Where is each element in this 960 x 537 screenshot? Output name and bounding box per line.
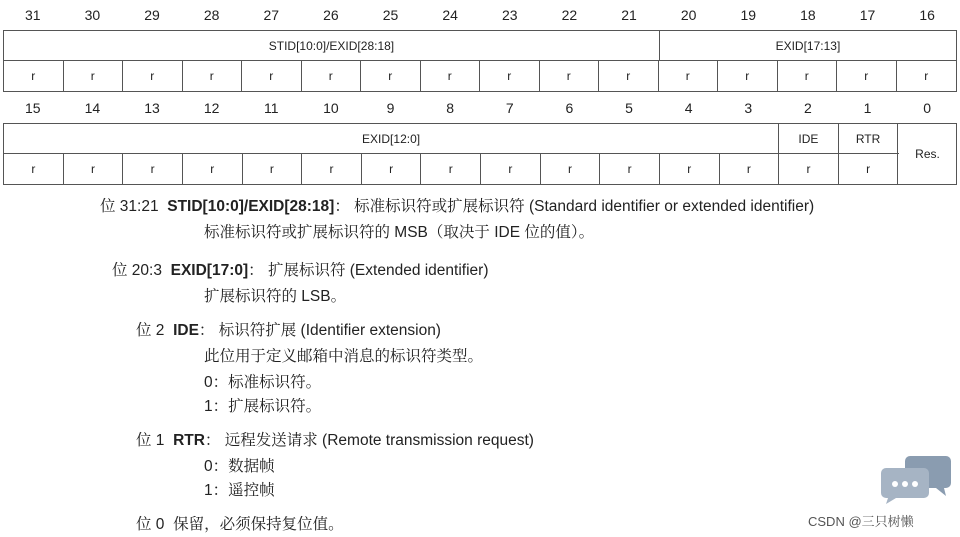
access-cell: r [302, 61, 362, 91]
bit-number: 0 [923, 100, 932, 116]
bit-number: 31 [25, 7, 41, 23]
bit-number: 27 [263, 7, 280, 23]
access-cell: r [659, 61, 719, 91]
bit-position: 位 0 [136, 516, 165, 533]
bit-number: 24 [442, 7, 458, 23]
access-cell: r [123, 61, 183, 91]
bit-number: 22 [561, 7, 578, 23]
desc-line: 扩展标识符的 LSB。 [204, 288, 347, 305]
access-cell: r [778, 61, 838, 91]
bit-position: 位 20:3 [112, 262, 162, 279]
desc-line: 标准标识符或扩展标识符的 MSB（取决于 IDE 位的值）。 [204, 224, 595, 241]
field-title: 标准标识符或扩展标识符 (Standard identifier or extended identifier) [354, 198, 815, 215]
access-cell: r [660, 154, 720, 184]
field-row-high [4, 31, 956, 61]
desc-bits-31-21 [100, 194, 814, 216]
access-cell: r [243, 154, 303, 184]
access-cell: r [718, 61, 778, 91]
access-cell: r [123, 154, 183, 184]
bit-number: 19 [740, 7, 757, 23]
desc-bits-20-3 [112, 258, 489, 280]
access-cell: r [779, 154, 839, 184]
desc-line: 0：标准标识符。 [204, 374, 322, 391]
bit-number: 9 [386, 100, 395, 116]
chat-bubble-icon[interactable] [880, 452, 952, 504]
bit-number: 1 [863, 100, 872, 116]
bit-number: 18 [800, 7, 816, 23]
field-title: 标识符扩展 (Identifier extension) [218, 322, 441, 339]
bit-number: 28 [203, 7, 220, 23]
field-rtr: RTR [839, 124, 899, 153]
field-title: 远程发送请求 (Remote transmission request) [224, 432, 534, 449]
access-cell: r [837, 61, 897, 91]
access-cell: r [421, 154, 481, 184]
access-cell: r [540, 61, 600, 91]
bit-number: 30 [84, 7, 101, 23]
field-stid-exid-28-18: STID[10:0]/EXID[28:18] [4, 31, 660, 60]
field-ide: IDE [779, 124, 839, 153]
bit-number: 21 [621, 7, 637, 23]
field-name: EXID[17:0] [170, 262, 249, 279]
bit-number: 8 [446, 100, 455, 116]
bit-number: 2 [804, 100, 812, 116]
access-cell: r [4, 61, 64, 91]
bit-number: 3 [744, 100, 753, 116]
access-cell: r [541, 154, 601, 184]
access-cell: r [242, 61, 302, 91]
bit-numbers-low [3, 93, 957, 123]
access-cell: r [302, 154, 362, 184]
csdn-watermark: CSDN @三只树懒 [808, 514, 914, 529]
register-grid-high [3, 30, 957, 92]
bit-number: 12 [203, 100, 220, 116]
bit-number: 4 [684, 100, 693, 116]
access-cell: r [361, 61, 421, 91]
field-exid-12-0: EXID[12:0] [4, 124, 779, 153]
bit-number: 25 [382, 7, 399, 23]
access-cell: r [599, 61, 659, 91]
bit-number: 29 [144, 7, 160, 23]
access-cell: r [480, 61, 540, 91]
access-cell: r [481, 154, 541, 184]
desc-line: 1：扩展标识符。 [204, 398, 322, 415]
access-cell: r [4, 154, 64, 184]
field-exid-17-13: EXID[17:13] [775, 38, 841, 53]
access-cell: r [64, 61, 124, 91]
access-row-high [4, 61, 956, 91]
field-title: 保留，必须保持复位值。 [173, 516, 344, 533]
desc-line: 此位用于定义邮箱中消息的标识符类型。 [204, 348, 484, 365]
bit-number: 6 [565, 100, 574, 116]
bit-number: 15 [25, 100, 41, 116]
chat-bubble-icon-graphic [880, 452, 952, 504]
access-cell: r [183, 61, 243, 91]
access-cell: r [720, 154, 780, 184]
desc-bit-0 [136, 512, 344, 534]
bit-position: 位 31:21 [100, 198, 159, 215]
field-name: RTR [173, 432, 205, 449]
bit-number: 26 [323, 7, 339, 23]
bit-number: 13 [144, 100, 160, 116]
field-row-low [4, 124, 956, 154]
bit-number: 17 [859, 7, 876, 23]
bit-number: 16 [919, 7, 935, 23]
bit-number: 7 [505, 100, 514, 116]
field-name: IDE [173, 322, 199, 339]
desc-line: 0：数据帧 [204, 458, 275, 475]
colon: ： [198, 322, 215, 339]
field-name: STID[10:0]/EXID[28:18] [167, 198, 335, 215]
register-low-half [3, 93, 957, 185]
access-cell: r [64, 154, 124, 184]
access-cell: r [924, 69, 929, 83]
register-grid-low [3, 123, 957, 185]
colon: ： [204, 432, 221, 449]
bit-number: 5 [625, 100, 633, 116]
desc-bit-2 [136, 318, 441, 340]
field-title: 扩展标识符 (Extended identifier) [267, 262, 489, 279]
access-cell: r [839, 154, 899, 184]
colon: ： [334, 198, 350, 215]
bit-number: 11 [264, 100, 279, 116]
bit-number: 10 [323, 100, 339, 116]
access-row-low [4, 154, 956, 184]
bit-number: 14 [84, 100, 101, 116]
bit-number: 23 [502, 7, 518, 23]
bit-position: 位 2 [136, 322, 165, 339]
access-cell: r [362, 154, 422, 184]
bit-numbers-high [3, 0, 957, 30]
access-cell: r [183, 154, 243, 184]
access-cell: r [421, 61, 481, 91]
bit-number: 20 [680, 7, 697, 23]
desc-bit-1 [136, 428, 534, 450]
colon: ： [248, 262, 264, 279]
desc-line: 1：遥控帧 [204, 482, 275, 499]
register-high-half [3, 0, 957, 92]
access-cell: r [600, 154, 660, 184]
bit-position: 位 1 [136, 432, 165, 449]
field-reserved: Res. [899, 124, 956, 184]
